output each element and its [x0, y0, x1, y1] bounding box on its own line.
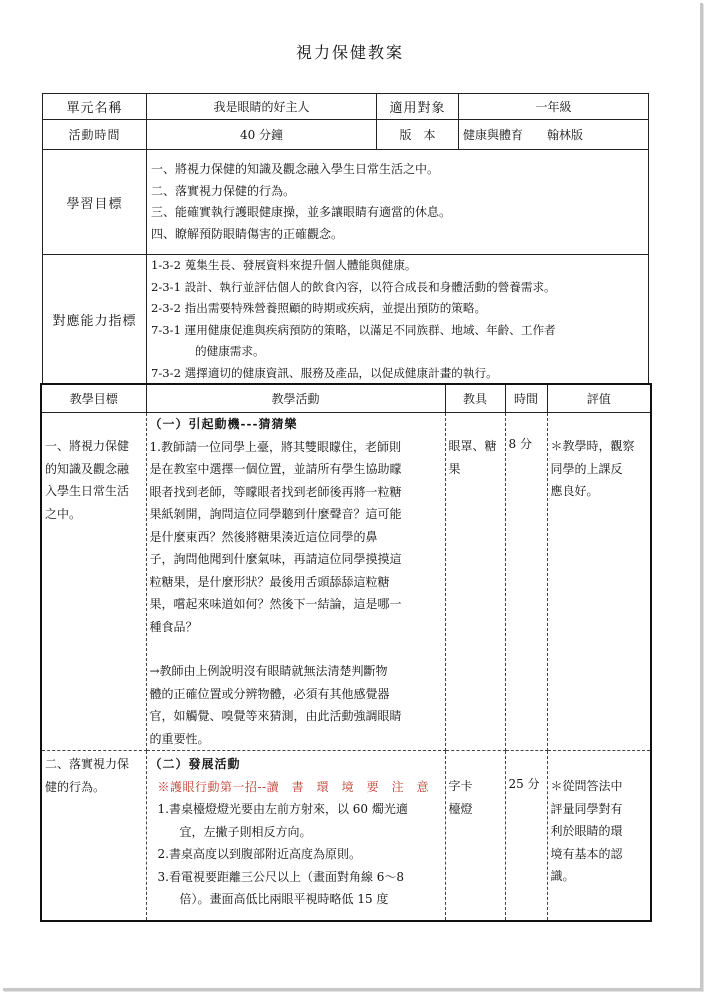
- eval-line: 利於眼睛的環: [550, 824, 623, 838]
- target-value: 一年級: [459, 94, 649, 120]
- objective-item: 二、落實視力保健的行為。: [151, 183, 296, 198]
- target-label: 適用對象: [377, 94, 459, 120]
- document-title: 視力保健教案: [295, 43, 404, 62]
- evaluation-cell: [547, 413, 651, 751]
- objective-item: 四、瞭解預防眼睛傷害的正確觀念。: [151, 226, 344, 241]
- activity-cell: [146, 413, 445, 751]
- objective-item: 三、能確實執行護眼健康操，並多讓眼睛有適當的休息。: [151, 205, 452, 219]
- tool-line: 字卡: [448, 779, 473, 793]
- tools-cell: [445, 413, 505, 751]
- section-title: （二）發展活動: [149, 757, 241, 771]
- activity-line: 果紙剝開，詢問這位同學聽到什麼聲音？這可能: [149, 507, 402, 521]
- activity-line: 倍）。畫面高低比兩眼平視時略低 15 度: [179, 892, 389, 906]
- column-header: 教學目標: [41, 384, 146, 413]
- goal-line: 二、落實視力保: [45, 757, 130, 771]
- note-line: →教師由上例說明沒有眼睛就無法清楚判斷物: [149, 664, 388, 678]
- tool-line: 檯燈: [448, 801, 473, 816]
- activity-line: 眼者找到老師，等矇眼者找到老師後再將一粒糖: [149, 484, 402, 499]
- time-cell: 25 分: [505, 751, 547, 921]
- activity-line: 是在教室中選擇一個位置，並請所有學生協助矇: [149, 462, 402, 476]
- objectives-label: 學習目標: [43, 150, 147, 255]
- activity-line: 宜，左撇子則相反方向。: [179, 824, 312, 839]
- tool-line: 果: [448, 461, 461, 476]
- eval-line: ＊從問答法中: [550, 779, 623, 793]
- version-label: 版 本: [377, 120, 459, 150]
- tools-cell: [445, 751, 505, 921]
- activity-line: 2.書桌高度以到腹部附近高度為原則。: [157, 847, 361, 861]
- note-line: 體的正確位置或分辨物體，必須有其他感覺器: [149, 686, 390, 701]
- note-line: 的重要性。: [149, 731, 210, 746]
- competency-item: 7-3-2 選擇適切的健康資訊、服務及產品，以促成健康計畫的執行。: [151, 365, 498, 380]
- lesson-plan-table: [40, 383, 652, 922]
- activity-line: 1.教師請一位同學上臺，將其雙眼矇住，老師則: [149, 439, 401, 454]
- highlight-line: ※護眼行動第一招--讀 書 環 境 要 注 意: [157, 779, 430, 794]
- activity-line: 3.看電視要距離三公尺以上（畫面對角線 6～8: [157, 869, 405, 884]
- competency-list: [147, 255, 649, 385]
- tool-line: 眼罩、糖: [448, 439, 497, 453]
- activity-line: 粒糖果，是什麼形狀？最後用舌頭舔舔這粒糖: [149, 574, 390, 589]
- unit-label: 單元名稱: [43, 94, 147, 120]
- column-header: 評值: [547, 384, 651, 413]
- activity-line: 是什麼東西？然後將糖果湊近這位同學的鼻: [149, 529, 378, 544]
- note-line: 官，如觸覺、嗅覺等來猜測，由此活動強調眼睛: [149, 709, 402, 723]
- column-header: 教具: [445, 384, 505, 413]
- activity-line: 果，嚐起來味道如何？然後下一結論，這是哪一: [149, 597, 402, 611]
- competency-item: 的健康需求。: [195, 344, 265, 358]
- objectives-list: [147, 150, 649, 255]
- goal-line: 健的行為。: [45, 779, 106, 794]
- evaluation-cell: [547, 751, 651, 921]
- objective-item: 一、將視力保健的知識及觀念融入學生日常生活之中。: [151, 162, 440, 176]
- column-header: 教學活動: [146, 384, 445, 413]
- section-title: （一）引起動機---猜猜樂: [149, 417, 298, 431]
- eval-line: 識。: [550, 869, 575, 883]
- eval-line: 評量同學對有: [550, 801, 623, 816]
- table-row: [41, 751, 651, 921]
- eval-line: ＊教學時，觀察: [550, 439, 635, 453]
- eval-line: 同學的上課反: [550, 461, 623, 476]
- goal-line: 入學生日常生活: [45, 484, 130, 498]
- goal-line: 之中。: [45, 506, 82, 521]
- activity-line: 1.書桌檯燈燈光要由左前方射來，以 60 燭光適: [157, 802, 408, 816]
- activity-line: 種食品？: [149, 619, 198, 634]
- goal-cell: [41, 413, 146, 751]
- goal-cell: [41, 751, 146, 921]
- version-value: 健康與體育 翰林版: [459, 120, 649, 150]
- competency-item: 2-3-1 設計、執行並評估個人的飲食內容，以符合成長和身體活動的營養需求。: [151, 279, 556, 294]
- column-header: 時間: [505, 384, 547, 413]
- time-value: 40 分鐘: [147, 120, 377, 150]
- eval-line: 境有基本的認: [550, 846, 623, 861]
- goal-line: 一、將視力保健: [45, 439, 130, 453]
- activity-line: 子，詢問他聞到什麼氣味，再請這位同學摸摸這: [149, 552, 402, 566]
- time-label: 活動時間: [43, 120, 147, 150]
- table-row: [41, 413, 651, 751]
- competency-label: 對應能力指標: [43, 255, 147, 385]
- time-cell: 8 分: [505, 413, 547, 751]
- competency-item: 2-3-2 指出需要特殊營養照顧的時期或疾病，並提出預防的策略。: [151, 301, 487, 315]
- competency-item: 1-3-2 蒐集生長、發展資料來提升個人體能與健康。: [151, 258, 417, 272]
- competency-item: 7-3-1 運用健康促進與疾病預防的策略，以滿足不同族群、地域、年齡、工作者: [151, 322, 556, 337]
- activity-cell: [146, 751, 445, 921]
- lesson-info-table: [42, 93, 649, 385]
- unit-value: 我是眼睛的好主人: [147, 94, 377, 120]
- eval-line: 應良好。: [550, 484, 599, 498]
- goal-line: 的知識及觀念融: [45, 461, 130, 476]
